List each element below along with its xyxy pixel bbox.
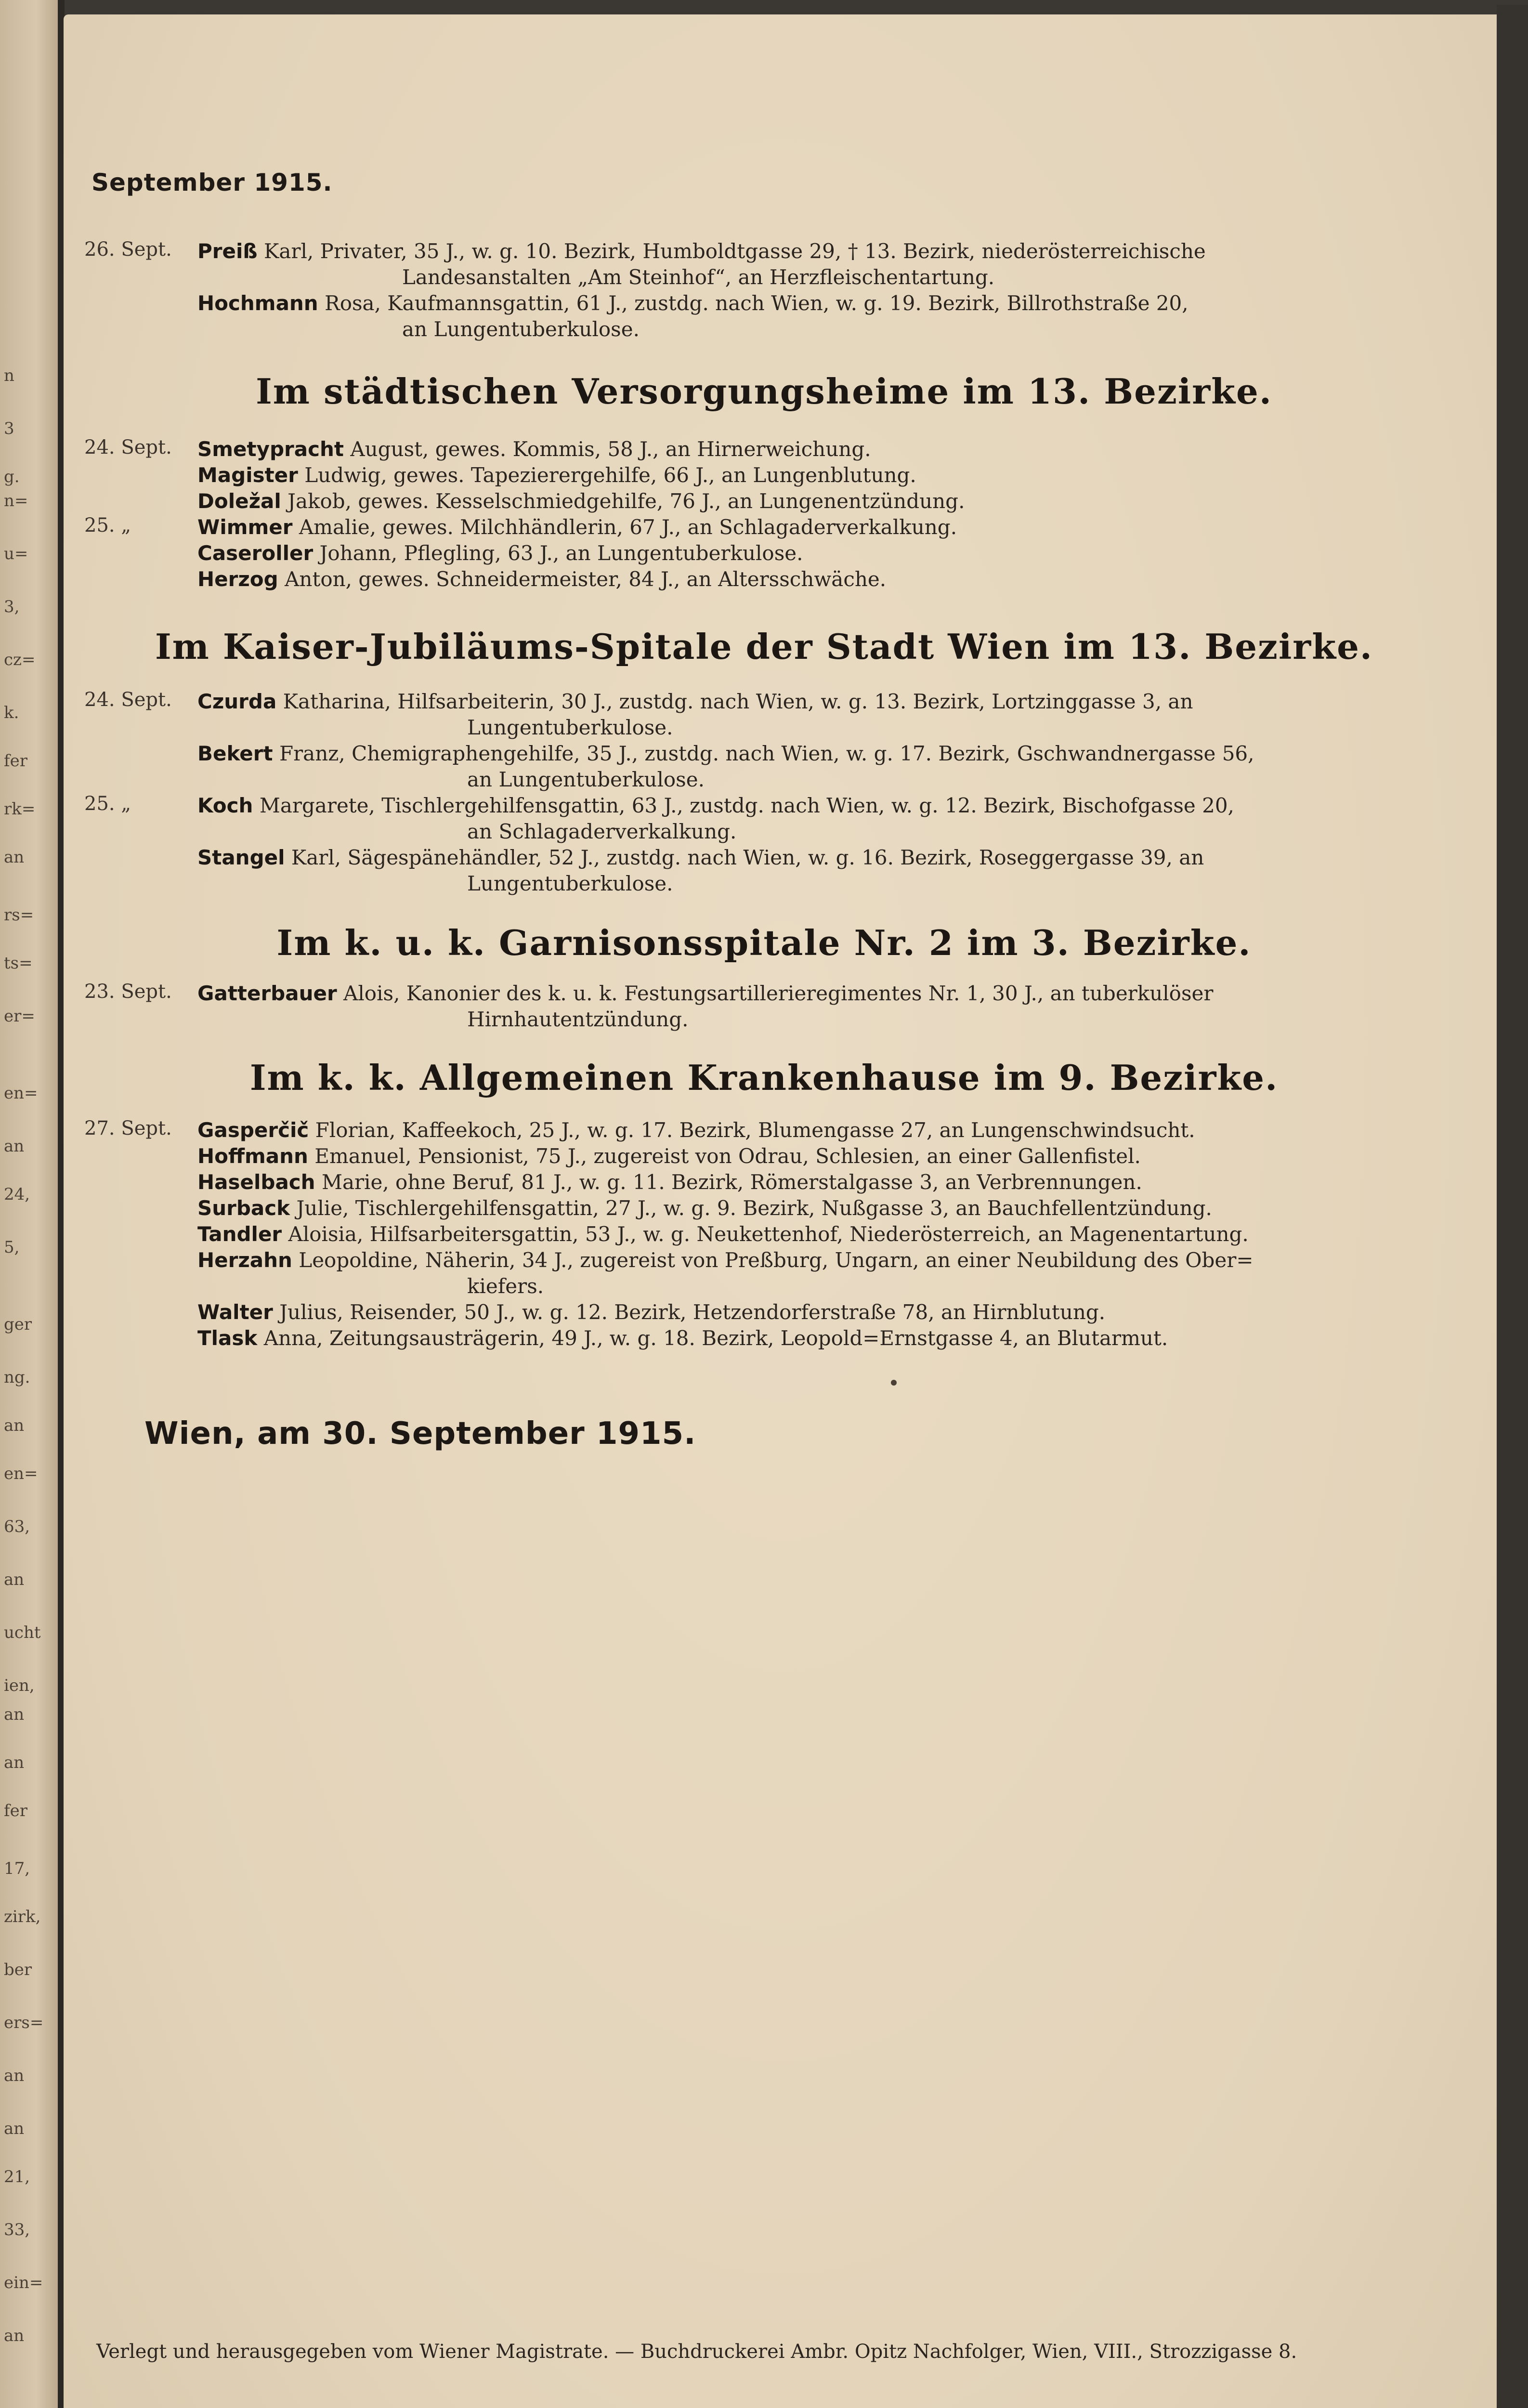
entry-line: Ludwig, gewes. Tapezierergehilfe, 66 J., an Lungenblutung. [304,463,916,487]
entry-line: an Lungentuberkulose. [402,317,640,341]
margin-fragment: 17, [4,1859,30,1878]
entry-line: Karl, Sägespänehändler, 52 J., zustdg. nach Wien, w. g. 16. Bezirk, Roseggergasse 39, an [291,846,1204,869]
entry-line: Johann, Pflegling, 63 J., an Lungentuberkulose. [319,541,803,565]
margin-fragment: rk= [4,799,36,819]
section-title: Im Kaiser-Jubiläums-Spitale der Stadt Wien im 13. Bezirke. [155,626,1373,667]
page-right-edge [1497,5,1528,2408]
entry-line: Karl, Privater, 35 J., w. g. 10. Bezirk, Humboldtgasse 29, † 13. Bezirk, niederösterreichische [263,239,1206,263]
margin-fragment: ucht [4,1623,41,1642]
entry-line: an Lungentuberkulose. [467,768,705,791]
page-header-date: September 1915. [91,169,333,196]
entry-text [197,488,1459,514]
entry-text [197,1299,1459,1325]
margin-fragment: 5, [4,1238,20,1257]
margin-fragment: 24, [4,1185,30,1204]
margin-fragment: ger [4,1315,32,1334]
margin-fragment: k. [4,703,19,722]
section-title: Im k. k. Allgemeinen Krankenhause im 9. Bezirke. [249,1057,1279,1098]
entry-name: Gatterbauer [197,982,337,1005]
entry-line: Aloisia, Hilfsarbeitersgattin, 53 J., w. g. Neukettenhof, Niederösterreich, an Magenentartung. [288,1222,1249,1246]
entry-line: Katharina, Hilfsarbeiterin, 30 J., zustdg. nach Wien, w. g. 13. Bezirk, Lortzinggasse 3, an [283,690,1193,713]
margin-fragment: u= [4,544,28,563]
entry-line: Marie, ohne Beruf, 81 J., w. g. 11. Bezirk, Römerstalgasse 3, an Verbrennungen. [321,1170,1142,1194]
margin-fragment: rs= [4,905,34,925]
entry-text [197,741,1459,793]
entry-name: Walter [197,1300,273,1324]
margin-fragment: n [4,366,14,385]
entry-line: Lungentuberkulose. [467,716,673,739]
entry-text [197,689,1459,741]
entry-line: an Schlagaderverkalkung. [467,820,737,843]
entry-name: Magister [197,463,298,487]
entry-line: Julius, Reisender, 50 J., w. g. 12. Bezirk, Hetzendorferstraße 78, an Hirnblutung. [279,1300,1106,1324]
entry-line: Julie, Tischlergehilfensgattin, 27 J., w. g. 9. Bezirk, Nußgasse 3, an Bauchfellentzündung. [296,1196,1212,1220]
margin-fragment: 63, [4,1517,30,1536]
margin-fragment: ers= [4,2013,44,2032]
entry-text [197,793,1459,845]
previous-page-edge [0,0,60,2408]
entry-text [197,436,1459,462]
margin-fragment: 3 [4,419,14,438]
entry-name: Herzahn [197,1248,292,1272]
entry-line: kiefers. [467,1274,544,1298]
entry-line: Hirnhautentzündung. [467,1008,689,1031]
closing-date: Wien, am 30. September 1915. [144,1416,696,1452]
entry-name: Hoffmann [197,1144,308,1168]
entry-text [197,1247,1459,1299]
entry-name: Smetypracht [197,437,344,461]
entry-date: 24. Sept. [84,689,172,711]
imprint-footer: Verlegt und herausgegeben vom Wiener Magistrate. — Buchdruckerei Ambr. Opitz Nachfolger, Wien, VIII., Strozzigasse 8. [96,2341,1297,2363]
margin-fragment: an [4,2326,25,2345]
entry-text [197,1169,1459,1195]
entry-text [197,514,1459,540]
margin-fragment: ng. [4,1368,30,1387]
margin-fragment: ein= [4,2273,43,2292]
entry-date: 26. Sept. [84,238,172,261]
entry-name: Bekert [197,742,273,765]
entry-text [197,845,1459,897]
entry-line: Anton, gewes. Schneidermeister, 84 J., an Altersschwäche. [285,567,887,591]
entry-name: Doležal [197,489,281,513]
margin-fragment: an [4,848,25,867]
margin-fragment: fer [4,1801,27,1820]
margin-fragment: cz= [4,650,36,669]
entry-line: Jakob, gewes. Kesselschmiedgehilfe, 76 J., an Lungenentzündung. [287,489,965,513]
margin-fragment: an [4,1137,25,1156]
margin-fragment: n= [4,491,28,510]
entry-line: Emanuel, Pensionist, 75 J., zugereist von Odrau, Schlesien, an einer Gallenfistel. [314,1144,1141,1168]
margin-fragment: 3, [4,597,20,616]
margin-fragment: 21, [4,2167,30,2186]
entry-name: Herzog [197,567,278,591]
margin-fragment: er= [4,1007,35,1026]
entry-name: Surback [197,1196,290,1220]
entry-line: Alois, Kanonier des k. u. k. Festungsartillerieregimentes Nr. 1, 30 J., an tuberkulöser [343,982,1214,1005]
margin-fragment: g. [4,467,20,486]
entry-text [197,1143,1459,1169]
margin-fragment: an [4,1416,25,1435]
entry-name: Koch [197,794,253,817]
section-title: Im städtischen Versorgungsheime im 13. Bezirke. [256,371,1272,412]
margin-fragment: fer [4,751,27,771]
entry-line: Amalie, gewes. Milchhändlerin, 67 J., an Schlagaderverkalkung. [299,515,957,539]
entry-date: 27. Sept. [84,1117,172,1139]
entry-line: Leopoldine, Näherin, 34 J., zugereist von Preßburg, Ungarn, an einer Neubildung des Ober= [299,1248,1254,1272]
entry-text [197,290,1459,342]
entry-text [197,1325,1459,1351]
margin-fragment: ber [4,1960,32,1979]
entry-text [197,1117,1459,1143]
entry-line: Florian, Kaffeekoch, 25 J., w. g. 17. Bezirk, Blumengasse 27, an Lungenschwindsucht. [315,1118,1195,1142]
entry-line: August, gewes. Kommis, 58 J., an Hirnerweichung. [350,437,871,461]
entry-date: 25. „ [84,793,131,815]
margin-fragment: an [4,2119,25,2138]
entry-text [197,1195,1459,1221]
entry-line: Franz, Chemigraphengehilfe, 35 J., zustdg. nach Wien, w. g. 17. Bezirk, Gschwandnergasse 56, [279,742,1254,765]
entry-name: Hochmann [197,291,318,315]
entry-name: Tandler [197,1222,282,1246]
entry-name: Gasperčič [197,1118,309,1142]
ink-speck [891,1380,897,1386]
entry-line: Anna, Zeitungsausträgerin, 49 J., w. g. 18. Bezirk, Leopold=Ernstgasse 4, an Blutarmut. [263,1326,1168,1350]
section-title: Im k. u. k. Garnisonsspitale Nr. 2 im 3. Bezirke. [276,922,1252,963]
entry-text [197,1221,1459,1247]
entry-name: Caseroller [197,541,313,565]
entry-date: 23. Sept. [84,981,172,1003]
entry-line: Margarete, Tischlergehilfensgattin, 63 J., zustdg. nach Wien, w. g. 12. Bezirk, Bischofgasse 20, [259,794,1234,817]
entry-text [197,462,1459,488]
margin-fragment: en= [4,1084,38,1103]
entry-text [197,540,1459,566]
margin-fragment: an [4,1570,25,1589]
entry-name: Stangel [197,846,285,869]
margin-fragment: an [4,2066,25,2085]
margin-fragment: an [4,1753,25,1772]
entry-text [197,566,1459,592]
entry-date: 24. Sept. [84,436,172,458]
entry-line: Lungentuberkulose. [467,872,673,895]
margin-fragment: an [4,1705,25,1724]
entry-name: Tlask [197,1326,258,1350]
entry-name: Wimmer [197,515,293,539]
margin-fragment: en= [4,1464,38,1483]
entry-text [197,981,1459,1033]
margin-fragment: 33, [4,2220,30,2239]
entry-name: Czurda [197,690,277,713]
margin-fragment: ien, [4,1676,35,1695]
margin-fragment: zirk, [4,1907,41,1926]
entry-name: Haselbach [197,1170,315,1194]
margin-fragment: ts= [4,954,33,973]
entry-text [197,238,1459,290]
entry-line: Rosa, Kaufmannsgattin, 61 J., zustdg. nach Wien, w. g. 19. Bezirk, Billrothstraße 20, [325,291,1188,315]
entry-date: 25. „ [84,514,131,537]
entry-line: Landesanstalten „Am Steinhof“, an Herzfleischentartung. [402,265,995,289]
entry-name: Preiß [197,239,258,263]
